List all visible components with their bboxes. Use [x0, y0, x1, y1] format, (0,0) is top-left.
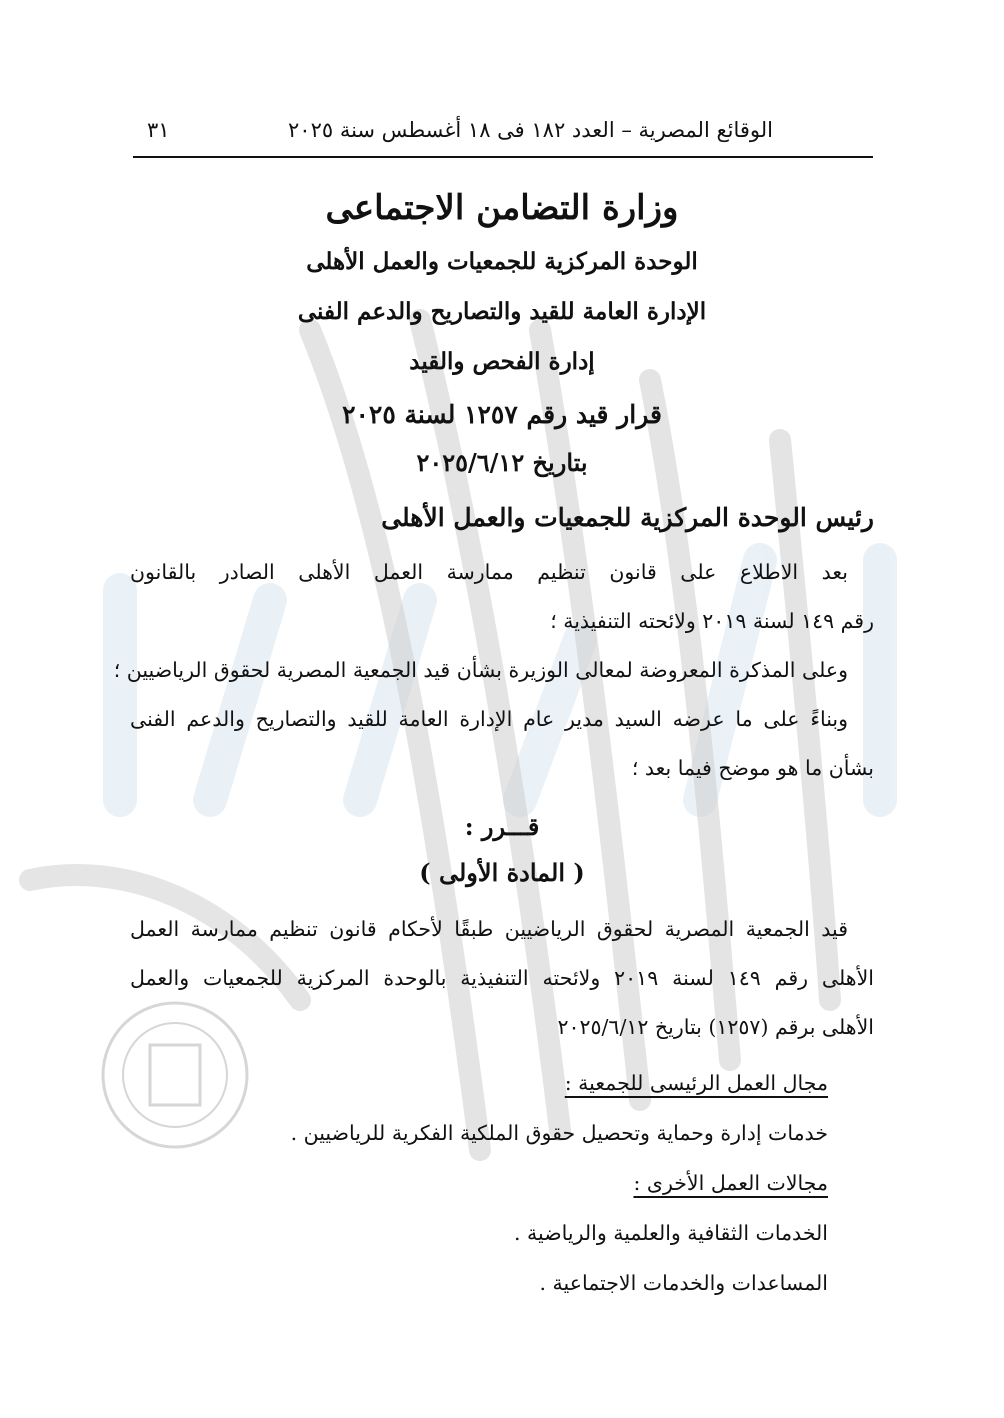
article-line2: الأهلى رقم ١٤٩ لسنة ٢٠١٩ ولائحته التنفيذية بالوحدة المركزية للجمعيات والعمل [130, 966, 875, 990]
article-title: ( المادة الأولى ) [419, 858, 585, 887]
ministry-title: وزارة التضامن الاجتماعى [325, 188, 679, 228]
other-fields-label: مجالات العمل الأخرى : [633, 1171, 828, 1195]
issuer-heading: رئيس الوحدة المركزية للجمعيات والعمل الأهلى [381, 503, 874, 532]
preamble-p2: وعلى المذكرة المعروضة لمعالى الوزيرة بشأن قيد الجمعية المصرية لحقوق الرياضيين ؛ [113, 658, 848, 682]
running-header [133, 112, 873, 152]
main-field-label: مجال العمل الرئيسى للجمعية : [564, 1071, 828, 1095]
other-field-value-2: المساعدات والخدمات الاجتماعية . [539, 1271, 828, 1295]
preamble-p3-line2: بشأن ما هو موضح فيما بعد ؛ [631, 756, 874, 780]
running-title: الوقائع المصرية – العدد ١٨٢ فى ١٨ أغسطس سنة ٢٠٢٥ [288, 118, 773, 142]
article-text [130, 905, 874, 1052]
decision-date: بتاريخ ٢٠٢٥/٦/١٢ [416, 448, 588, 477]
preamble-p1-line1: بعد الاطلاع على قانون تنظيم ممارسة العمل الأهلى الصادر بالقانون [130, 560, 848, 584]
department-title: الإدارة العامة للقيد والتصاريح والدعم الفنى [297, 298, 707, 325]
preamble-p3-line1: وبناءً على ما عرضه السيد مدير عام الإدارة العامة للقيد والتصاريح والدعم الفنى [130, 707, 848, 731]
header-divider [133, 156, 873, 158]
office-title: إدارة الفحص والقيد [409, 348, 595, 375]
decision-title: قرار قيد رقم ١٢٥٧ لسنة ٢٠٢٥ [342, 400, 662, 429]
unit-title: الوحدة المركزية للجمعيات والعمل الأهلى [306, 248, 698, 275]
article-line1: قيد الجمعية المصرية لحقوق الرياضيين طبقًا لأحكام قانون تنظيم ممارسة العمل [130, 917, 848, 941]
page-number: ٣١ [147, 118, 170, 142]
preamble-p1-line2: رقم ١٤٩ لسنة ٢٠١٩ ولائحته التنفيذية ؛ [550, 609, 874, 633]
article-line3: الأهلى برقم (١٢٥٧) بتاريخ ٢٠٢٥/٦/١٢ [557, 1015, 874, 1039]
other-field-value-1: الخدمات الثقافية والعلمية والرياضية . [514, 1221, 828, 1245]
main-field-value: خدمات إدارة وحماية وتحصيل حقوق الملكية الفكرية للرياضيين . [290, 1121, 828, 1145]
decided-heading: قـــرر : [464, 812, 540, 841]
preamble [113, 548, 874, 793]
